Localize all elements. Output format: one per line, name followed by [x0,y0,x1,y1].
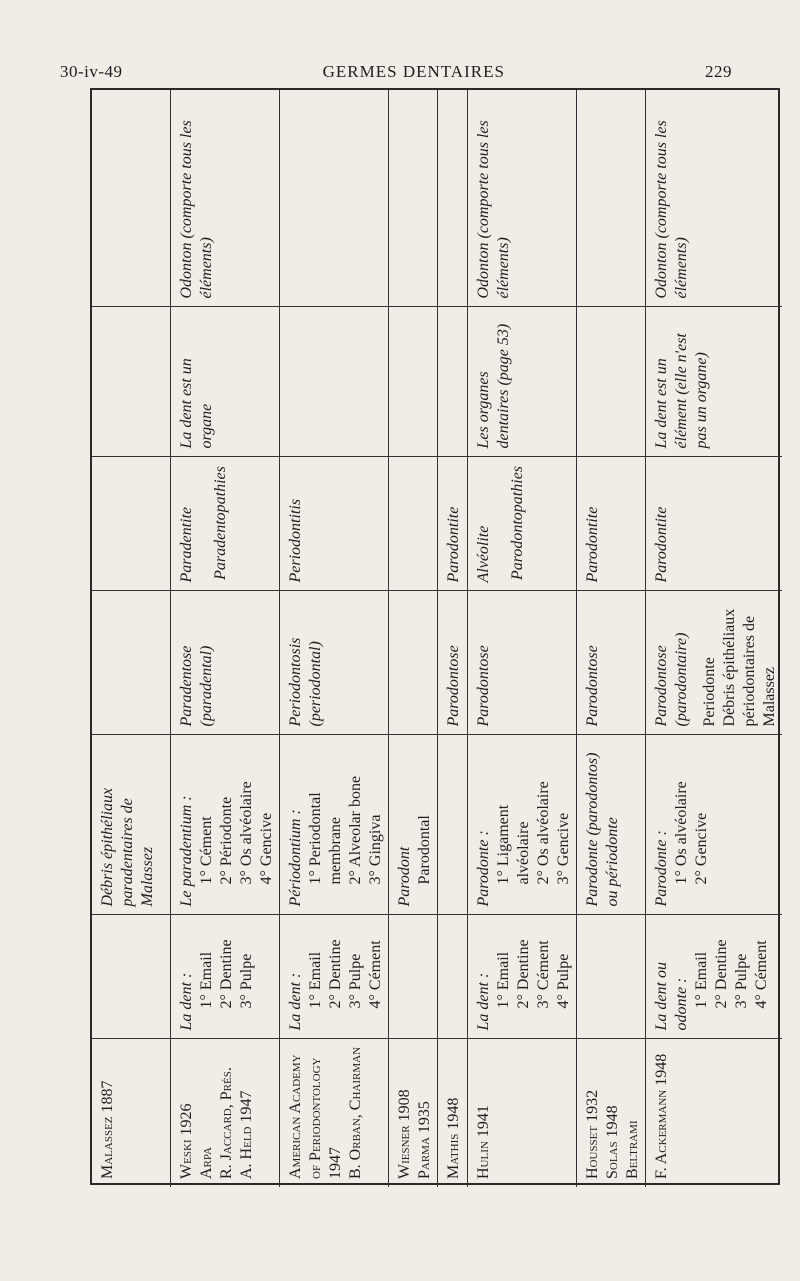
cell-line: Périodontium : [287,809,305,907]
cell-line: La dent est un organe [178,358,216,449]
authors-cell [280,1039,389,1187]
cell-line: Weski 1926 [178,1103,196,1179]
paradentium-cell [280,735,389,915]
cell-line: 3° Gencive [554,812,572,885]
paradentium-cell [171,735,280,915]
cell-line: Parodontose [445,645,463,727]
header-col7 [92,90,171,307]
table-header-row [92,90,171,1187]
cell-line: Alvéolite [474,525,492,583]
odonton-cell [280,90,389,307]
cell-line: 1° Os alvéolaire [672,781,690,885]
disease-cell [171,591,280,735]
disease-cell [280,591,389,735]
cell-line: 2° Périodonte [218,796,236,885]
cell-line: Odonton (comporte tous les éléments) [178,120,216,299]
paradentium-cell [576,735,645,915]
cell-line: Arpa [198,1147,216,1179]
tooth-cell [467,915,576,1039]
inflammation-cell [645,457,782,591]
header-malassez: Malassez 1887 [92,1039,171,1187]
disease-cell [389,591,438,735]
cell-line: Periodontosis [287,637,305,727]
cell-line: 3° Pulpe [238,953,256,1009]
group-label: Parodontopathies [508,465,526,581]
odonton-cell [645,90,782,307]
cell-line: Solas 1948 [603,1105,621,1179]
inflammation-cell [171,457,280,591]
header-col6 [92,307,171,457]
page-header [60,62,732,82]
cell-line: Parodontose [583,645,601,727]
table-row [645,90,782,1187]
cell-line: Paradentite [178,506,196,583]
rotated-table [92,90,782,1187]
cell-line: La dent ou odonte : [652,962,690,1031]
cell-line: 1° Email [494,951,512,1009]
disease-cell [467,591,576,735]
footer-line: Débris épithéliaux périodontaires de Malassez [720,608,778,727]
cell-line: 2° Dentine [712,939,730,1009]
cell-line: Parodonte (parodontos) ou périodonte [583,752,621,907]
cell-line: Parodonte : [652,830,670,907]
cell-line: (parodontaire) [672,632,690,727]
cell-line: 4° Pulpe [554,953,572,1009]
cell-line: 4° Cément [752,940,770,1009]
authors-cell [438,1039,467,1187]
cell-line: 2° Dentine [218,939,236,1009]
table-row [467,90,576,1187]
cell-line: 2° Gencive [692,812,710,885]
cell-line: 1° Cément [198,816,216,885]
organ-cell [171,307,280,457]
cell-line: 4° Cément [367,940,385,1009]
running-title: GERMES DENTAIRES [322,62,505,81]
cell-line: 2° Os alvéolaire [534,781,552,885]
cell-line: 4° Gencive [258,812,276,885]
cell-line: Housset 1932 [583,1089,601,1179]
cell-line: La dent : [178,972,196,1031]
table-body [171,90,782,1187]
cell-line: 3° Pulpe [347,953,365,1009]
table-row [438,90,467,1187]
rotated-table-frame [90,88,780,1185]
inflammation-cell [576,457,645,591]
disease-cell [576,591,645,735]
authors-cell [576,1039,645,1187]
cell-line: Parodonte : [474,830,492,907]
header-col5 [92,457,171,591]
cell-line: Periodontitis [287,498,305,583]
cell-line: R. Jaccard, Prés. [218,1067,236,1179]
tooth-cell [171,915,280,1039]
cell-line: Parodontose [652,645,670,727]
cell-line: Wiesner 1908 [396,1089,414,1179]
cell-line: Les organes dentaires (page 53) [474,323,512,449]
tooth-cell [645,915,782,1039]
cell-line: 2° Dentine [327,939,345,1009]
header-debris: Débris épithéliaux paradentaires de Malassez [92,735,171,915]
authors-cell [171,1039,280,1187]
cell-line: Parodontal [416,815,434,885]
tooth-cell [280,915,389,1039]
tooth-cell [389,915,438,1039]
cell-line: Parodont [396,846,414,907]
table-row [576,90,645,1187]
tooth-cell [438,915,467,1039]
paradentium-cell [467,735,576,915]
cell-line: (periodontal) [307,641,325,727]
paradentium-cell [645,735,782,915]
odonton-cell [171,90,280,307]
terminology-table [92,90,782,1187]
cell-line: 1° Email [307,951,325,1009]
paradentium-cell [389,735,438,915]
table-row [171,90,280,1187]
cell-line: (paradental) [198,645,216,727]
cell-line: Odonton (comporte tous les éléments) [474,120,512,299]
organ-cell [576,307,645,457]
organ-cell [438,307,467,457]
cell-line: 1° Email [198,951,216,1009]
cell-line: Parodontite [583,506,601,583]
authors-cell [389,1039,438,1187]
group-label: Paradentopathies [212,466,230,580]
authors-cell [467,1039,576,1187]
odonton-cell [389,90,438,307]
organ-cell [467,307,576,457]
cell-line: 1° Ligament alvéolaire [494,804,532,885]
odonton-cell [467,90,576,307]
inflammation-cell [438,457,467,591]
cell-line: Parma 1935 [416,1101,434,1179]
cell-line: Odonton (comporte tous les éléments) [652,120,690,299]
inflammation-cell [467,457,576,591]
disease-cell [438,591,467,735]
header-col4 [92,591,171,735]
cell-line: Beltrami [623,1120,641,1179]
table-row [389,90,438,1187]
cell-line: Parodontite [445,506,463,583]
cell-line: La dent est un élément (elle n'est pas un organe) [652,333,710,449]
organ-cell [280,307,389,457]
cell-line: 1° Periodontal membrane [307,792,345,885]
cell-line: Paradentose [178,645,196,727]
cell-line: Mathis 1948 [445,1097,463,1179]
cell-line: Parodontose [474,645,492,727]
organ-cell [645,307,782,457]
header-col2 [92,915,171,1039]
cell-line: La dent : [287,972,305,1031]
footer-line: Periodonte [700,657,718,727]
inflammation-cell [280,457,389,591]
tooth-cell [576,915,645,1039]
cell-line: American Academy of Periodontology 1947 [287,1054,345,1179]
page-number: 229 [704,62,732,81]
cell-line: B. Orban, Chairman [347,1046,365,1179]
cell-line: La dent : [474,972,492,1031]
paradentium-cell [438,735,467,915]
cell-line: Le paradentium : [178,795,196,907]
cell-line: Hulin 1941 [474,1105,492,1179]
running-date: 30-iv-49 [60,62,123,81]
cell-line: 1° Email [692,951,710,1009]
authors-cell [645,1039,782,1187]
odonton-cell [438,90,467,307]
cell-line: 3° Cément [534,940,552,1009]
organ-cell [389,307,438,457]
cell-line: 3° Pulpe [732,953,750,1009]
cell-line: A. Held 1947 [238,1090,256,1179]
odonton-cell [576,90,645,307]
cell-line: F. Ackermann 1948 [652,1053,670,1179]
inflammation-cell [389,457,438,591]
table-row [280,90,389,1187]
disease-cell [645,591,782,735]
cell-line: 2° Dentine [514,939,532,1009]
cell-line: Parodontite [652,506,670,583]
cell-line: 3° Os alvéolaire [238,781,256,885]
cell-line: 3° Gingiva [367,814,385,885]
cell-line: 2° Alveolar bone [347,775,365,885]
